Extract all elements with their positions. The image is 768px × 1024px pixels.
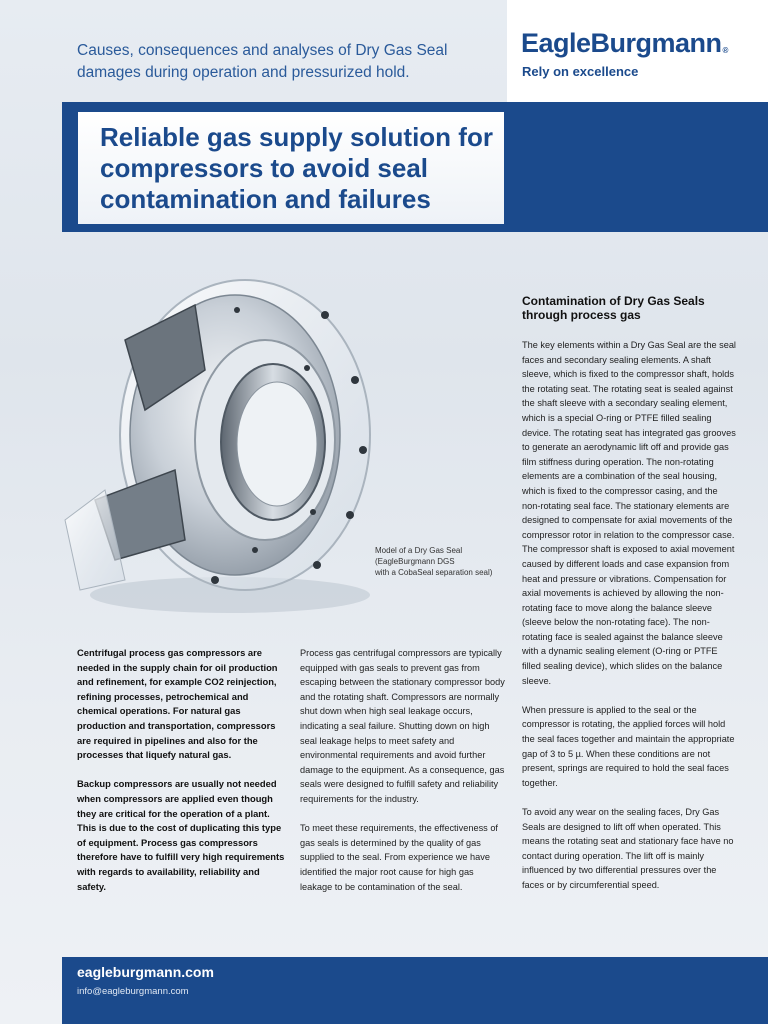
document-subtitle: Causes, consequences and analyses of Dry Gas Seal damages during operation and pressurized hold. [77, 42, 448, 81]
page-title: Reliable gas supply solution for compressors to avoid seal contamination and failures [100, 122, 493, 214]
body-paragraph: When pressure is applied to the seal or the compressor is rotating, the applied forces will hold the seal faces together and maintain the appropriate gap of 3 to 5 µ. When these conditions are not present, springs are required to hold the seal faces together. [522, 704, 735, 788]
body-column-3 [522, 338, 736, 907]
blue-band [507, 102, 768, 232]
body-paragraph: Process gas centrifugal compressors are typically equipped with gas seals to prevent gas from escaping between the stationary compressor body and the rotating shaft. Compressors are normally shut down when high seal leakage occurs, indicating a seal failure. Shutting down on high seal leakage helps to meet safety and environmental requirements and avoid further damage to the equipment. As a consequence, gas seals were designed to fulfill safety and reliability requirements for the industry. [300, 648, 505, 804]
registered-mark: ® [722, 46, 728, 55]
body-paragraph: To meet these requirements, the effectiveness of gas seals is determined by the quality of gas supplied to the seal. From experience we have identified the major root cause for high gas leakage to be contamination of the seal. [300, 823, 498, 892]
figure-caption [375, 545, 500, 578]
email-link[interactable]: info@eagleburgmann.com [77, 986, 189, 997]
footer [62, 957, 768, 1024]
brand-logo [521, 28, 728, 59]
bore-inner [237, 382, 317, 506]
body-paragraph: The key elements within a Dry Gas Seal are the seal faces and secondary sealing elements. A shaft sleeve, which is fixed to the compressor shaft, holds the rotating seat. The rotating seat is sealed against the shaft sleeve with a secondary sealing element, which is a special O-ring or PTFE filled sealing device. The rotating seat has integrated gas grooves to generate an aerodynamic lift off and provide gas film stiffness during operation. The non-rotating elements are a combination of the seal housing, which is fixed to the compressor casing, and the non-rotating seal face. The stationary elements are designed to compensate for axial movements of the compressor rotor in relation to the compressor case. The compressor shaft is exposed to axial movement caused by different loads and case expansion from heat and pressure or vibrations. Compensation for axial movements is achieved by allowing the non-rotating face to move along the balance sleeve (sleeve below the non-rotating face). The non-rotating face is sealed against the balance sleeve with a dynamic sealing element (O-ring or PTFE filled sealing device), which slides on the balance sleeve. [522, 340, 736, 686]
headline-box [78, 112, 504, 224]
intro-column [77, 646, 287, 909]
intro-paragraph: Backup compressors are usually not needed when compressors are applied even though they are critical for the operation of a plant. This is due to the cost of duplicating this type of equipment. Process gas compressors therefore have to fulfill very high requirements with regards to availability, reliability and safety. [77, 778, 285, 892]
section-heading: Contamination of Dry Gas Seals through process gas [522, 294, 705, 322]
brand-tagline: Rely on excellence [522, 64, 639, 79]
caption-line: (EagleBurgmann DGS [375, 557, 455, 566]
body-paragraph: To avoid any wear on the sealing faces, Dry Gas Seals are designed to lift off when operated. This means the rotating seat and stationary face have no contact during operation. The lift off is mainly influenced by two differential pressures over the faces or by circumferential speed. [522, 807, 734, 890]
dry-gas-seal-illustration [55, 250, 375, 620]
brand-logo-box [507, 0, 768, 102]
caption-line: with a CobaSeal separation seal) [375, 568, 493, 577]
brand-name: EagleBurgmann [521, 28, 722, 58]
intro-paragraph: Centrifugal process gas compressors are needed in the supply chain for oil production and refinement, for example CO2 reinjection, refining processes, petrochemical and chemical operations. For natural gas production and transportation, compressors are required in pipelines and also for the processes that liquefy natural gas. [77, 647, 278, 761]
caption-line: Model of a Dry Gas Seal [375, 546, 463, 555]
body-column-2 [300, 646, 505, 909]
website-link[interactable]: eagleburgmann.com [77, 964, 214, 980]
header-area [0, 0, 507, 102]
